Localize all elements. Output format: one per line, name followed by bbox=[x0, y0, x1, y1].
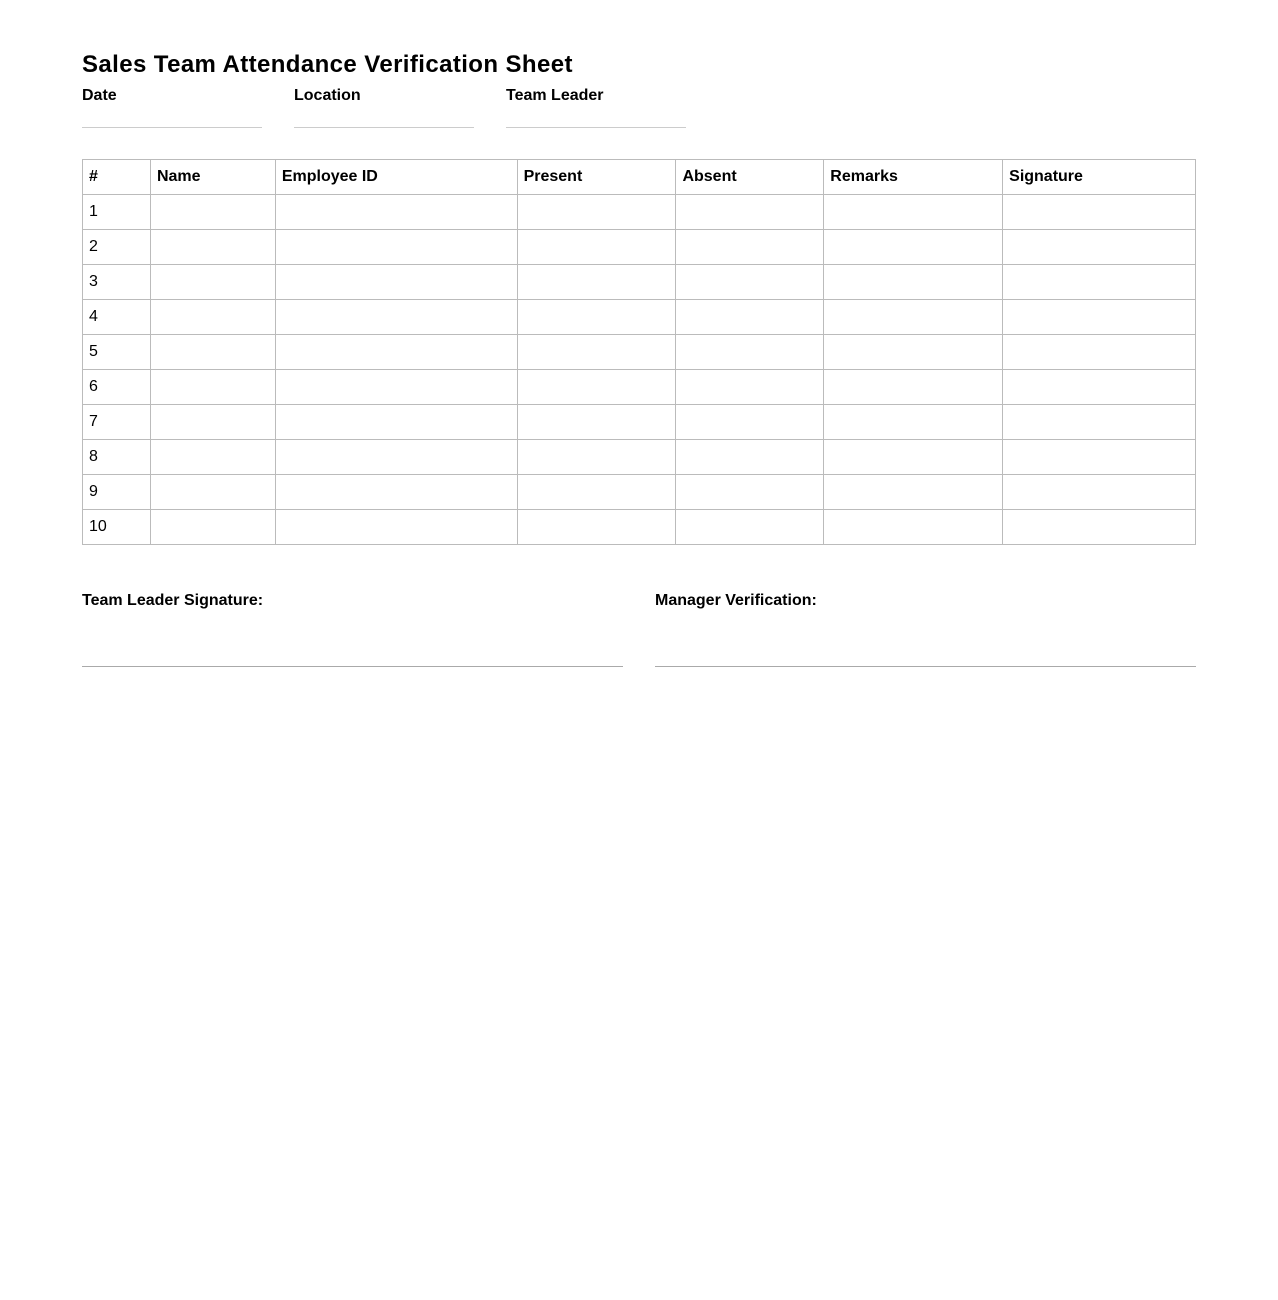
row-number: 5 bbox=[83, 335, 151, 370]
cell-name[interactable] bbox=[150, 440, 275, 475]
cell-name[interactable] bbox=[150, 265, 275, 300]
cell-name[interactable] bbox=[150, 335, 275, 370]
cell-present[interactable] bbox=[517, 405, 676, 440]
cell-present[interactable] bbox=[517, 510, 676, 545]
table-row bbox=[83, 370, 1196, 405]
cell-remarks[interactable] bbox=[824, 335, 1003, 370]
date-label: Date bbox=[82, 87, 117, 104]
cell-signature[interactable] bbox=[1003, 440, 1196, 475]
attendance-table bbox=[82, 159, 1196, 545]
column-header-employee-id: Employee ID bbox=[275, 160, 517, 195]
row-number: 6 bbox=[83, 370, 151, 405]
table-row bbox=[83, 475, 1196, 510]
cell-remarks[interactable] bbox=[824, 370, 1003, 405]
cell-remarks[interactable] bbox=[824, 475, 1003, 510]
column-header-number: # bbox=[83, 160, 151, 195]
cell-name[interactable] bbox=[150, 230, 275, 265]
table-row bbox=[83, 335, 1196, 370]
team-leader-signature-line[interactable] bbox=[82, 666, 623, 667]
cell-name[interactable] bbox=[150, 405, 275, 440]
cell-name[interactable] bbox=[150, 195, 275, 230]
cell-absent[interactable] bbox=[676, 265, 824, 300]
table-header-row bbox=[83, 160, 1196, 195]
row-number: 1 bbox=[83, 195, 151, 230]
table-row bbox=[83, 265, 1196, 300]
cell-name[interactable] bbox=[150, 475, 275, 510]
cell-signature[interactable] bbox=[1003, 300, 1196, 335]
cell-present[interactable] bbox=[517, 265, 676, 300]
date-input-line[interactable] bbox=[82, 127, 262, 128]
row-number: 9 bbox=[83, 475, 151, 510]
cell-employee-id[interactable] bbox=[275, 300, 517, 335]
cell-employee-id[interactable] bbox=[275, 230, 517, 265]
cell-absent[interactable] bbox=[676, 230, 824, 265]
cell-absent[interactable] bbox=[676, 475, 824, 510]
manager-verification-block bbox=[655, 592, 1196, 610]
cell-absent[interactable] bbox=[676, 405, 824, 440]
column-header-signature: Signature bbox=[1003, 160, 1196, 195]
location-label: Location bbox=[294, 87, 361, 104]
cell-absent[interactable] bbox=[676, 195, 824, 230]
row-number: 2 bbox=[83, 230, 151, 265]
cell-signature[interactable] bbox=[1003, 195, 1196, 230]
cell-signature[interactable] bbox=[1003, 265, 1196, 300]
table-row bbox=[83, 510, 1196, 545]
table-row bbox=[83, 230, 1196, 265]
date-field[interactable] bbox=[82, 87, 262, 107]
row-number: 8 bbox=[83, 440, 151, 475]
cell-present[interactable] bbox=[517, 370, 676, 405]
cell-present[interactable] bbox=[517, 300, 676, 335]
cell-signature[interactable] bbox=[1003, 335, 1196, 370]
cell-remarks[interactable] bbox=[824, 300, 1003, 335]
manager-verification-label: Manager Verification: bbox=[655, 592, 817, 609]
cell-employee-id[interactable] bbox=[275, 195, 517, 230]
page-title: Sales Team Attendance Verification Sheet bbox=[82, 51, 573, 78]
team-leader-field[interactable] bbox=[506, 87, 686, 107]
cell-absent[interactable] bbox=[676, 335, 824, 370]
team-leader-label: Team Leader bbox=[506, 87, 604, 104]
location-field[interactable] bbox=[294, 87, 474, 107]
cell-signature[interactable] bbox=[1003, 405, 1196, 440]
cell-employee-id[interactable] bbox=[275, 335, 517, 370]
cell-employee-id[interactable] bbox=[275, 440, 517, 475]
table-row bbox=[83, 440, 1196, 475]
column-header-present: Present bbox=[517, 160, 676, 195]
team-leader-input-line[interactable] bbox=[506, 127, 686, 128]
cell-present[interactable] bbox=[517, 440, 676, 475]
cell-employee-id[interactable] bbox=[275, 510, 517, 545]
cell-name[interactable] bbox=[150, 370, 275, 405]
cell-present[interactable] bbox=[517, 230, 676, 265]
cell-remarks[interactable] bbox=[824, 510, 1003, 545]
cell-present[interactable] bbox=[517, 475, 676, 510]
cell-name[interactable] bbox=[150, 300, 275, 335]
table-row bbox=[83, 300, 1196, 335]
cell-signature[interactable] bbox=[1003, 510, 1196, 545]
cell-signature[interactable] bbox=[1003, 230, 1196, 265]
row-number: 10 bbox=[83, 510, 151, 545]
row-number: 4 bbox=[83, 300, 151, 335]
cell-present[interactable] bbox=[517, 195, 676, 230]
row-number: 7 bbox=[83, 405, 151, 440]
cell-absent[interactable] bbox=[676, 300, 824, 335]
column-header-absent: Absent bbox=[676, 160, 824, 195]
cell-employee-id[interactable] bbox=[275, 265, 517, 300]
team-leader-signature-label: Team Leader Signature: bbox=[82, 592, 264, 609]
table-row bbox=[83, 195, 1196, 230]
cell-employee-id[interactable] bbox=[275, 405, 517, 440]
cell-absent[interactable] bbox=[676, 370, 824, 405]
cell-remarks[interactable] bbox=[824, 230, 1003, 265]
cell-employee-id[interactable] bbox=[275, 370, 517, 405]
cell-employee-id[interactable] bbox=[275, 475, 517, 510]
row-number: 3 bbox=[83, 265, 151, 300]
cell-remarks[interactable] bbox=[824, 265, 1003, 300]
cell-name[interactable] bbox=[150, 510, 275, 545]
cell-absent[interactable] bbox=[676, 510, 824, 545]
team-leader-signature-block bbox=[82, 592, 623, 610]
cell-present[interactable] bbox=[517, 335, 676, 370]
column-header-remarks: Remarks bbox=[824, 160, 1003, 195]
cell-signature[interactable] bbox=[1003, 475, 1196, 510]
location-input-line[interactable] bbox=[294, 127, 474, 128]
cell-remarks[interactable] bbox=[824, 195, 1003, 230]
cell-remarks[interactable] bbox=[824, 440, 1003, 475]
cell-remarks[interactable] bbox=[824, 405, 1003, 440]
table-row bbox=[83, 405, 1196, 440]
column-header-name: Name bbox=[150, 160, 275, 195]
cell-signature[interactable] bbox=[1003, 370, 1196, 405]
manager-verification-line[interactable] bbox=[655, 666, 1196, 667]
cell-absent[interactable] bbox=[676, 440, 824, 475]
